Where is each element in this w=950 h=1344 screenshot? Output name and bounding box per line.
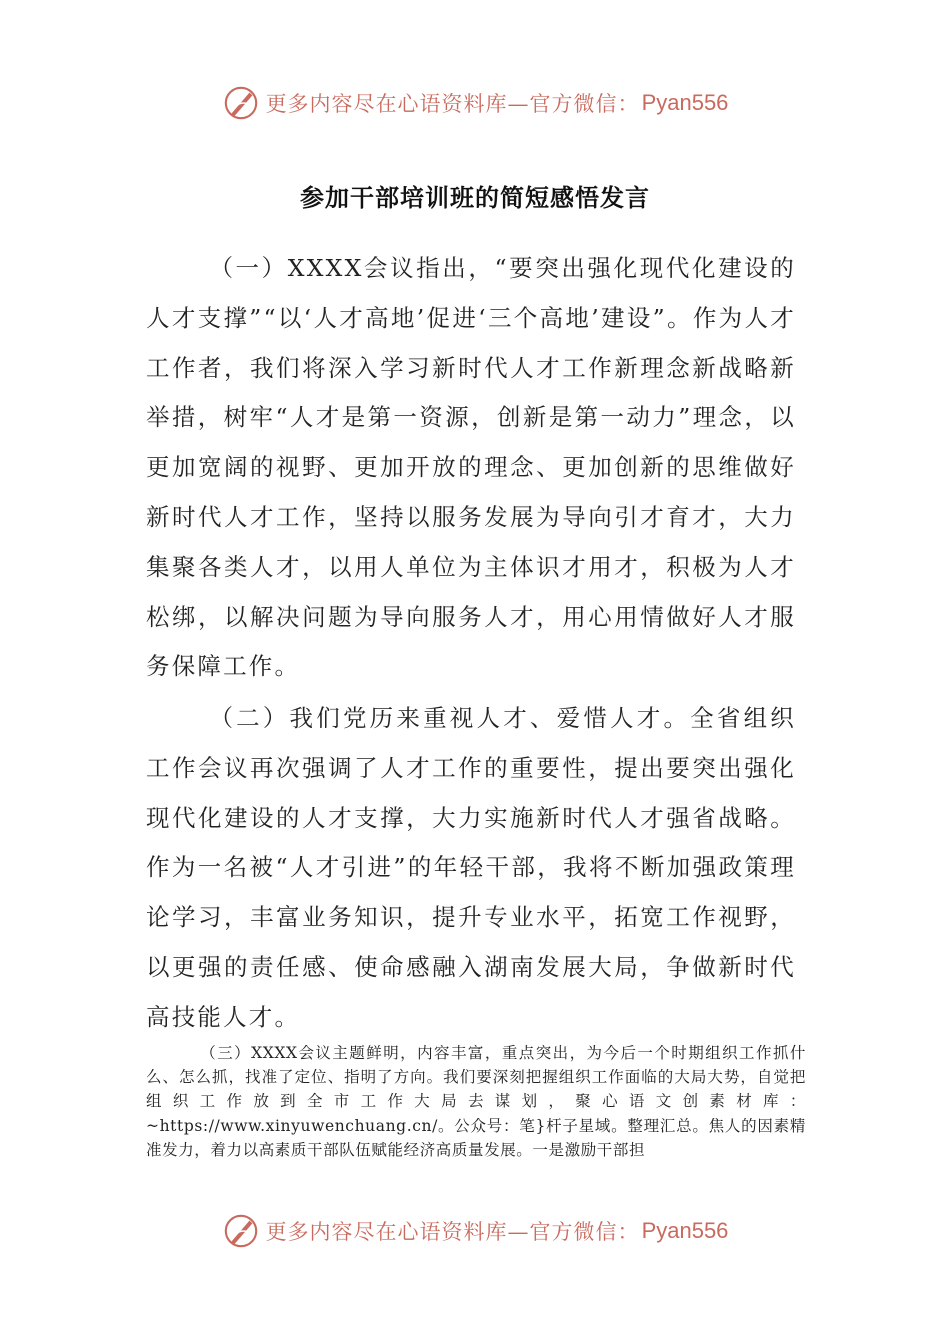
watermark-header — [0, 78, 950, 128]
pen-logo-icon — [222, 1212, 260, 1250]
watermark-wechat-id: Pyan556 — [641, 1218, 729, 1243]
watermark-footer — [0, 1206, 950, 1256]
paragraph-2 — [146, 694, 796, 1043]
paragraph-1-text: （一）XXXX会议指出，“要突出强化现代化建设的人才支撑”“以‘人才高地’促进‘三个高地’建设”。作为人才工作者，我们将深入学习新时代人才工作新理念新战略新举措，树牢“人才是第一资源，创新是第一动力”理念，以更加宽阔的视野、更加开放的理念、更加创新的思维做好新时代人才工作，坚持以服务发展为导向引才育才，大力集聚各类人才，以用人单位为主体识才用才，积极为人才松绑，以解决问题为导向服务人才，用心用情做好人才服务保障工作。 — [146, 254, 796, 681]
watermark-wechat-id: Pyan556 — [641, 90, 729, 115]
document-title: 参加干部培训班的简短感悟发言 — [300, 184, 650, 212]
watermark-text: 更多内容尽在心语资料库—官方微信： — [265, 92, 640, 116]
paragraph-3 — [146, 1041, 806, 1162]
pen-logo-icon — [222, 84, 260, 122]
paragraph-1 — [146, 244, 796, 692]
watermark-text: 更多内容尽在心语资料库—官方微信： — [265, 1220, 640, 1244]
paragraph-3-text: （三）XXXX会议主题鲜明，内容丰富，重点突出，为今后一个时期组织工作抓什么、怎么抓，找准了定位、指明了方向。我们要深刻把握组织工作面临的大局大势，自觉把组织工作放到全市工作大局去谋划，聚心语文创素材库：~https://www.xinyuwenchuang.cn/。公众号：笔}杆子星域。整理汇总。焦人的因素精准发力，着力以高素质干部队伍赋能经济高质量发展。一是激励干部担 — [146, 1044, 806, 1159]
paragraph-2-text: （二）我们党历来重视人才、爱惜人才。全省组织工作会议再次强调了人才工作的重要性，提出要突出强化现代化建设的人才支撑，大力实施新时代人才强省战略。作为一名被“人才引进”的年轻干部，我将不断加强政策理论学习，丰富业务知识，提升专业水平，拓宽工作视野，以更强的责任感、使命感融入湖南发展大局，争做新时代高技能人才。 — [146, 704, 796, 1031]
